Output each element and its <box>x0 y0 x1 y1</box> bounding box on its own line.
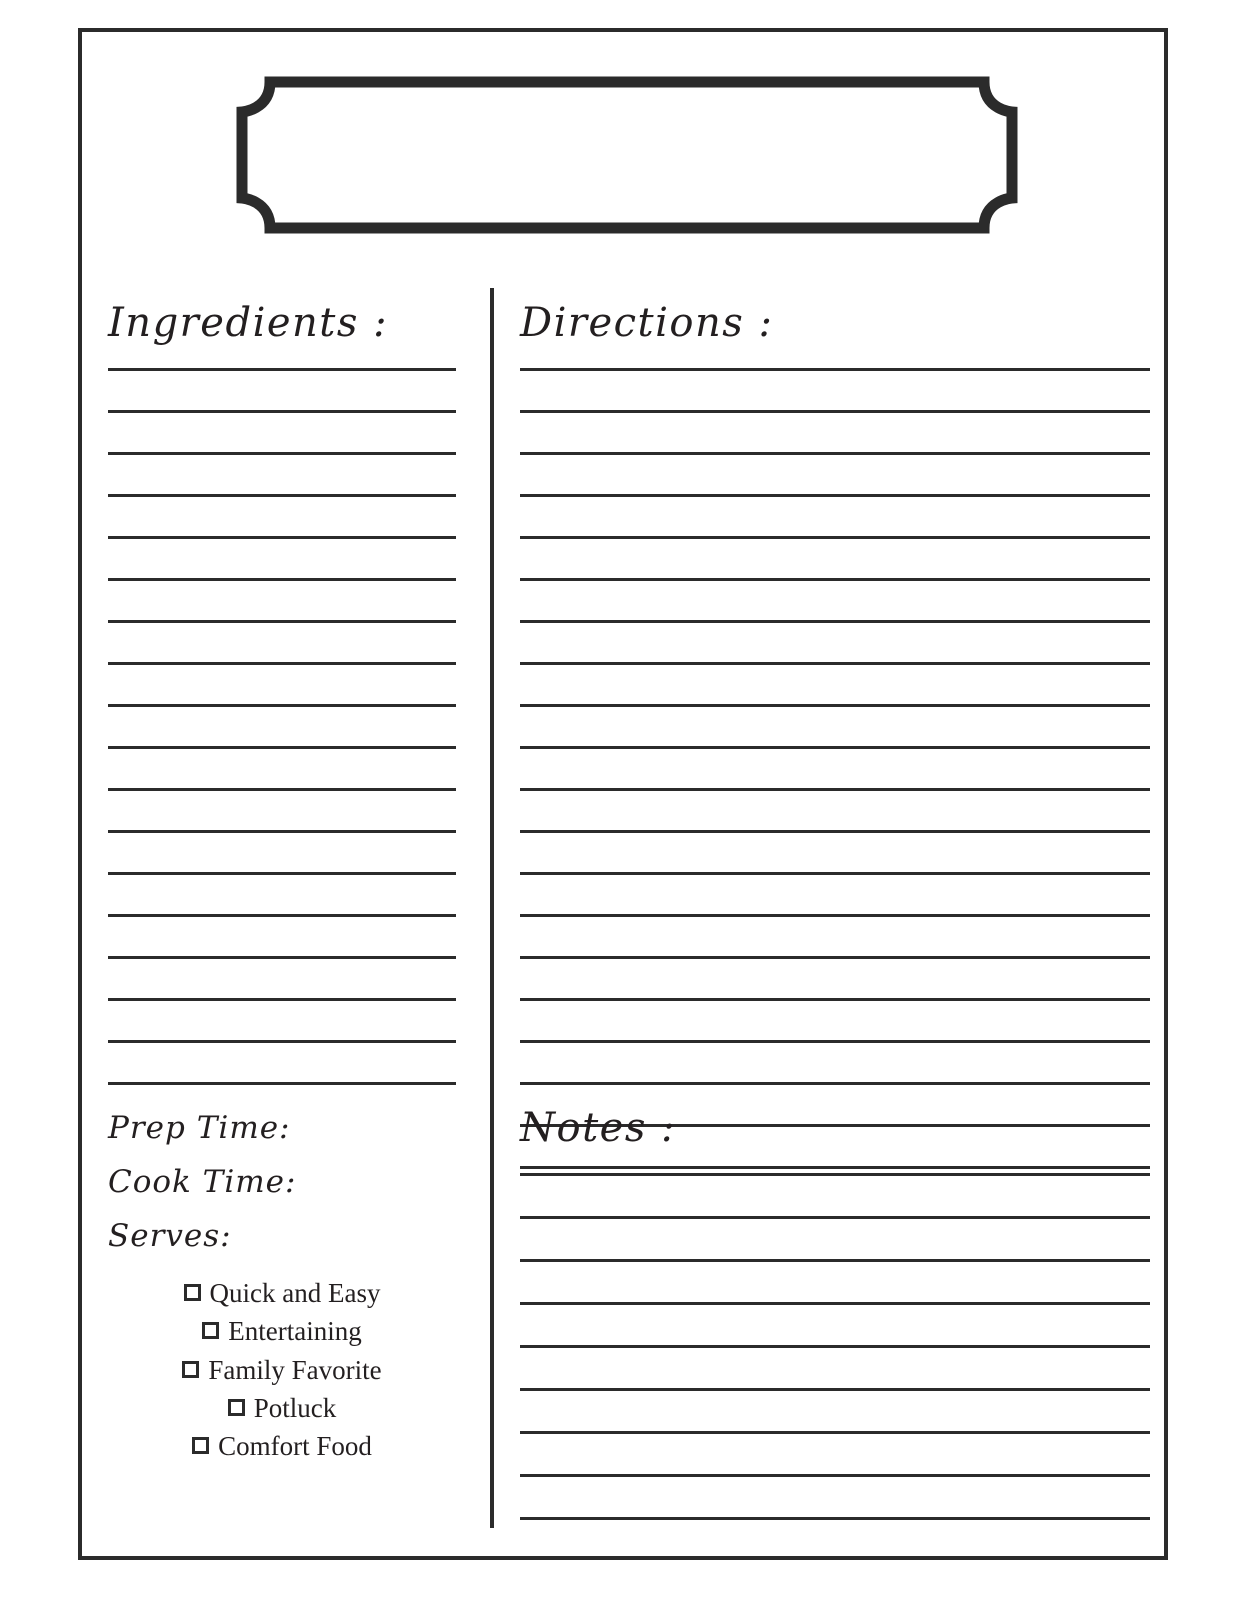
write-line[interactable] <box>108 536 456 539</box>
write-line[interactable] <box>108 578 456 581</box>
write-line[interactable] <box>520 620 1150 623</box>
write-line[interactable] <box>520 872 1150 875</box>
notes-section <box>520 1105 1150 1560</box>
write-line[interactable] <box>520 1216 1150 1219</box>
serves-label[interactable]: Serves: <box>108 1218 232 1254</box>
write-line[interactable] <box>520 1517 1150 1520</box>
write-line[interactable] <box>108 1040 456 1043</box>
write-line[interactable] <box>520 746 1150 749</box>
write-line[interactable] <box>108 704 456 707</box>
checklist-item[interactable] <box>108 1312 456 1350</box>
checkbox-icon[interactable] <box>182 1361 199 1378</box>
write-line[interactable] <box>108 620 456 623</box>
directions-heading: Directions : <box>520 300 774 346</box>
write-line[interactable] <box>108 788 456 791</box>
checkbox-icon[interactable] <box>184 1284 201 1301</box>
write-line[interactable] <box>520 1474 1150 1477</box>
write-line[interactable] <box>108 368 456 371</box>
prep-time-label[interactable]: Prep Time: <box>108 1110 291 1146</box>
write-line[interactable] <box>520 452 1150 455</box>
write-line[interactable] <box>520 662 1150 665</box>
recipe-title[interactable] <box>232 66 1022 244</box>
write-line[interactable] <box>520 1173 1150 1176</box>
checklist-label: Comfort Food <box>218 1431 372 1462</box>
checklist-label: Potluck <box>253 1392 337 1423</box>
write-line[interactable] <box>520 1082 1150 1085</box>
write-line[interactable] <box>520 536 1150 539</box>
checklist-item[interactable] <box>108 1389 456 1427</box>
directions-lines[interactable] <box>520 368 1150 1169</box>
ingredients-heading: Ingredients : <box>108 300 389 346</box>
checklist-label: Family Favorite <box>208 1354 382 1385</box>
meta-block <box>108 1110 456 1466</box>
checklist-label: Entertaining <box>228 1316 362 1347</box>
checkbox-icon[interactable] <box>192 1437 209 1454</box>
recipe-tag-checklist <box>108 1274 456 1466</box>
write-line[interactable] <box>108 914 456 917</box>
write-line[interactable] <box>108 452 456 455</box>
write-line[interactable] <box>108 956 456 959</box>
write-line[interactable] <box>520 410 1150 413</box>
write-line[interactable] <box>520 494 1150 497</box>
checklist-item[interactable] <box>108 1351 456 1389</box>
checklist-item[interactable] <box>108 1427 456 1465</box>
write-line[interactable] <box>520 1345 1150 1348</box>
write-line[interactable] <box>108 746 456 749</box>
title-plaque <box>232 66 1022 244</box>
write-line[interactable] <box>520 578 1150 581</box>
write-line[interactable] <box>108 998 456 1001</box>
ingredients-lines[interactable] <box>108 368 456 1085</box>
write-line[interactable] <box>108 872 456 875</box>
write-line[interactable] <box>520 1259 1150 1262</box>
write-line[interactable] <box>520 368 1150 371</box>
write-line[interactable] <box>108 1082 456 1085</box>
checklist-item[interactable] <box>108 1274 456 1312</box>
write-line[interactable] <box>520 998 1150 1001</box>
write-line[interactable] <box>108 410 456 413</box>
write-line[interactable] <box>520 1388 1150 1391</box>
notes-lines[interactable] <box>520 1173 1150 1520</box>
write-line[interactable] <box>520 788 1150 791</box>
write-line[interactable] <box>520 1040 1150 1043</box>
cook-time-label[interactable]: Cook Time: <box>108 1164 297 1200</box>
write-line[interactable] <box>520 1302 1150 1305</box>
checkbox-icon[interactable] <box>228 1399 245 1416</box>
write-line[interactable] <box>520 704 1150 707</box>
checkbox-icon[interactable] <box>202 1322 219 1339</box>
directions-section <box>520 300 1150 1208</box>
write-line[interactable] <box>520 914 1150 917</box>
write-line[interactable] <box>520 830 1150 833</box>
notes-heading: Notes : <box>520 1105 677 1151</box>
column-divider <box>490 288 494 1528</box>
write-line[interactable] <box>108 494 456 497</box>
checklist-label: Quick and Easy <box>209 1278 381 1308</box>
write-line[interactable] <box>108 830 456 833</box>
write-line[interactable] <box>520 1431 1150 1434</box>
ingredients-section <box>108 300 456 1124</box>
write-line[interactable] <box>108 662 456 665</box>
write-line[interactable] <box>520 956 1150 959</box>
